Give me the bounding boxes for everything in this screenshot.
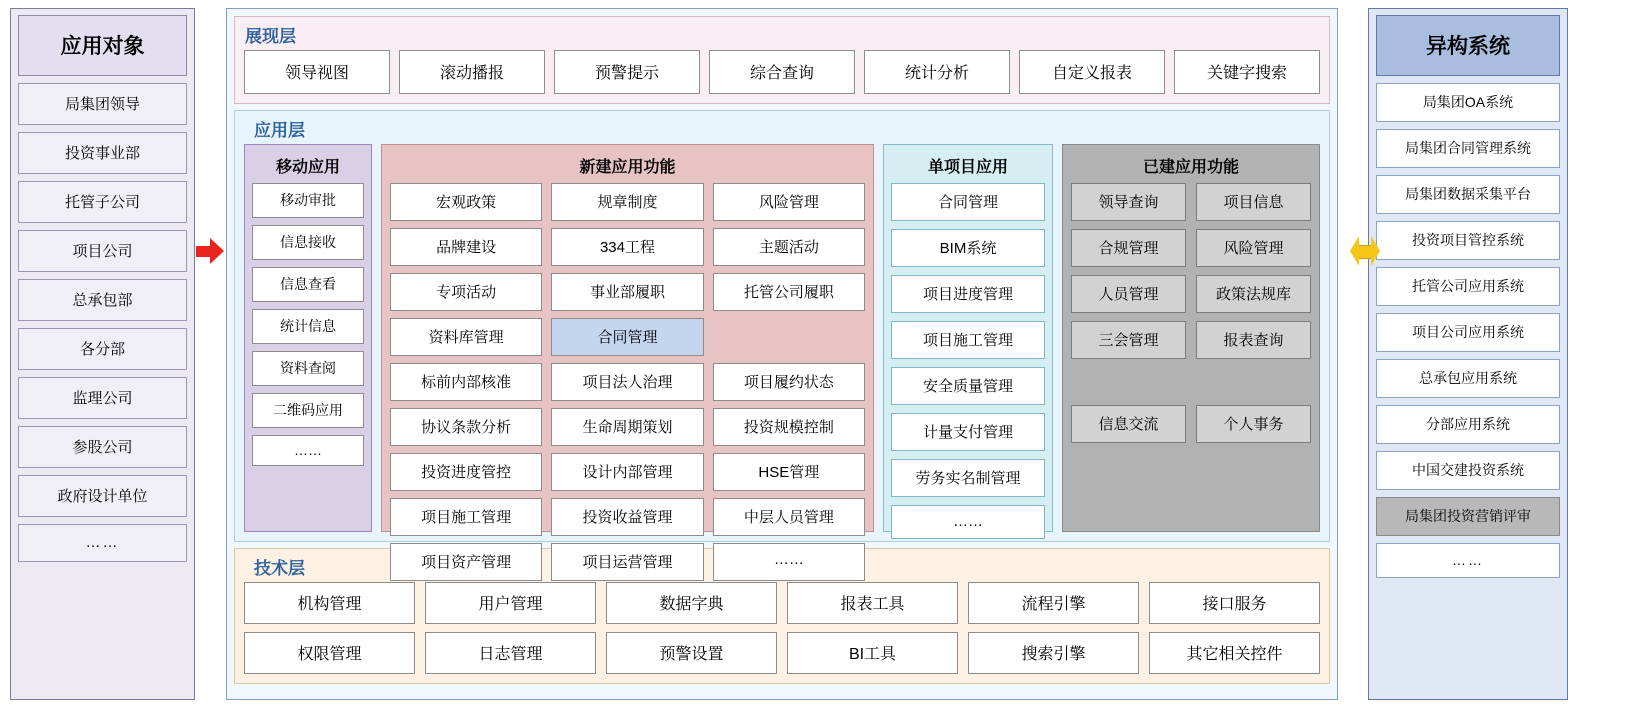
new-functions-title: 新建应用功能 xyxy=(579,159,676,176)
new-function-item[interactable]: 专项活动 xyxy=(390,273,542,311)
mobile-item[interactable]: 移动审批 xyxy=(252,183,364,218)
mobile-item[interactable]: 统计信息 xyxy=(252,309,364,344)
mobile-item[interactable]: 信息查看 xyxy=(252,267,364,302)
technology-item[interactable]: 数据字典 xyxy=(606,582,777,624)
new-function-item[interactable]: 生命周期策划 xyxy=(551,408,703,446)
new-function-item-empty xyxy=(713,318,865,356)
new-function-item[interactable]: 投资进度管控 xyxy=(390,453,542,491)
new-function-item[interactable]: 托管公司履职 xyxy=(713,273,865,311)
technology-item[interactable]: 用户管理 xyxy=(425,582,596,624)
technology-item[interactable]: 日志管理 xyxy=(425,632,596,674)
mobile-item[interactable]: 二维码应用 xyxy=(252,393,364,428)
new-function-item[interactable]: 投资规模控制 xyxy=(713,408,865,446)
presentation-item[interactable]: 统计分析 xyxy=(864,50,1010,94)
list-item[interactable]: 项目公司 xyxy=(18,230,187,272)
presentation-item[interactable]: 关键字搜索 xyxy=(1174,50,1320,94)
built-functions-title: 已建应用功能 xyxy=(1142,159,1239,176)
new-function-item[interactable]: 项目履约状态 xyxy=(713,363,865,401)
list-item-more[interactable]: …… xyxy=(18,524,187,562)
right-arrow-icon xyxy=(196,238,224,264)
heterogeneous-systems-panel xyxy=(1368,8,1568,700)
list-item[interactable]: 各分部 xyxy=(18,328,187,370)
list-item[interactable]: 投资事业部 xyxy=(18,132,187,174)
list-item[interactable]: 政府设计单位 xyxy=(18,475,187,517)
technology-item[interactable]: 权限管理 xyxy=(244,632,415,674)
single-project-item[interactable]: 项目进度管理 xyxy=(891,275,1045,313)
built-function-item[interactable]: 合规管理 xyxy=(1071,229,1186,267)
technology-item[interactable]: 流程引擎 xyxy=(968,582,1139,624)
new-function-item[interactable]: 项目施工管理 xyxy=(390,498,542,536)
list-item[interactable]: 投资项目管控系统 xyxy=(1376,221,1560,260)
new-function-item[interactable]: 334工程 xyxy=(551,228,703,266)
built-function-item[interactable]: 风险管理 xyxy=(1196,229,1311,267)
built-application-functions-group xyxy=(1062,144,1320,532)
technology-item[interactable]: BI工具 xyxy=(787,632,958,674)
built-function-item[interactable]: 政策法规库 xyxy=(1196,275,1311,313)
presentation-layer xyxy=(234,16,1330,104)
new-function-item[interactable]: 设计内部管理 xyxy=(551,453,703,491)
new-function-item[interactable]: 主题活动 xyxy=(713,228,865,266)
list-item[interactable]: 局集团领导 xyxy=(18,83,187,125)
presentation-item[interactable]: 滚动播报 xyxy=(399,50,545,94)
built-function-item[interactable]: 项目信息 xyxy=(1196,183,1311,221)
technology-item[interactable]: 其它相关控件 xyxy=(1149,632,1320,674)
list-item-selected[interactable]: 局集团投资营销评审 xyxy=(1376,497,1560,536)
new-function-item[interactable]: 项目资产管理 xyxy=(390,543,542,581)
single-project-item[interactable]: 劳务实名制管理 xyxy=(891,459,1045,497)
mobile-item[interactable]: 信息接收 xyxy=(252,225,364,260)
new-function-item[interactable]: 规章制度 xyxy=(551,183,703,221)
list-item[interactable]: 总承包应用系统 xyxy=(1376,359,1560,398)
single-project-application-group xyxy=(883,144,1053,532)
mobile-group-title: 移动应用 xyxy=(275,159,340,176)
mobile-application-group xyxy=(244,144,372,532)
single-project-item[interactable]: 计量支付管理 xyxy=(891,413,1045,451)
single-project-item[interactable]: BIM系统 xyxy=(891,229,1045,267)
built-function-item[interactable]: 三会管理 xyxy=(1071,321,1186,359)
single-project-item-more[interactable]: …… xyxy=(891,505,1045,539)
single-project-item[interactable]: 合同管理 xyxy=(891,183,1045,221)
presentation-item[interactable]: 自定义报表 xyxy=(1019,50,1165,94)
technology-item[interactable]: 机构管理 xyxy=(244,582,415,624)
presentation-item[interactable]: 预警提示 xyxy=(554,50,700,94)
new-function-item[interactable]: 项目法人治理 xyxy=(551,363,703,401)
application-objects-panel xyxy=(10,8,195,700)
new-function-item[interactable]: 项目运营管理 xyxy=(551,543,703,581)
application-layer-title: 应用层 xyxy=(254,121,305,140)
new-function-item[interactable]: 品牌建设 xyxy=(390,228,542,266)
platform-architecture-panel xyxy=(226,8,1338,700)
presentation-layer-title: 展现层 xyxy=(245,27,296,46)
list-item[interactable]: 局集团数据采集平台 xyxy=(1376,175,1560,214)
list-item[interactable]: 局集团合同管理系统 xyxy=(1376,129,1560,168)
bidirectional-arrow-icon xyxy=(1350,236,1380,266)
new-function-item[interactable]: 中层人员管理 xyxy=(713,498,865,536)
new-function-item[interactable]: 事业部履职 xyxy=(551,273,703,311)
new-function-item[interactable]: 资料库管理 xyxy=(390,318,542,356)
built-function-item[interactable]: 人员管理 xyxy=(1071,275,1186,313)
new-function-item[interactable]: 风险管理 xyxy=(713,183,865,221)
new-function-item-more[interactable]: …… xyxy=(713,543,865,581)
technology-item[interactable]: 接口服务 xyxy=(1149,582,1320,624)
mobile-item-more[interactable]: …… xyxy=(252,435,364,466)
new-function-item[interactable]: 宏观政策 xyxy=(390,183,542,221)
presentation-item[interactable]: 领导视图 xyxy=(244,50,390,94)
list-item[interactable]: 局集团OA系统 xyxy=(1376,83,1560,122)
built-function-item[interactable]: 个人事务 xyxy=(1196,405,1311,443)
list-item[interactable]: 分部应用系统 xyxy=(1376,405,1560,444)
new-function-item[interactable]: 投资收益管理 xyxy=(551,498,703,536)
new-application-functions-group xyxy=(381,144,874,571)
single-project-item[interactable]: 项目施工管理 xyxy=(891,321,1045,359)
list-item[interactable]: 总承包部 xyxy=(18,279,187,321)
presentation-item[interactable]: 综合查询 xyxy=(709,50,855,94)
mobile-item[interactable]: 资料查阅 xyxy=(252,351,364,386)
new-function-item-selected[interactable]: 合同管理 xyxy=(551,318,703,356)
list-item[interactable]: 参股公司 xyxy=(18,426,187,468)
single-project-title: 单项目应用 xyxy=(927,159,1008,176)
technology-item[interactable]: 搜索引擎 xyxy=(968,632,1139,674)
technology-item[interactable]: 报表工具 xyxy=(787,582,958,624)
built-function-item[interactable]: 信息交流 xyxy=(1071,405,1186,443)
new-function-item[interactable]: 标前内部核准 xyxy=(390,363,542,401)
new-function-item[interactable]: HSE管理 xyxy=(713,453,865,491)
built-function-item[interactable]: 领导查询 xyxy=(1071,183,1186,221)
technology-item[interactable]: 预警设置 xyxy=(606,632,777,674)
list-item[interactable]: 监理公司 xyxy=(18,377,187,419)
technology-layer-title: 技术层 xyxy=(254,559,305,578)
right-panel-title: 异构系统 xyxy=(1376,15,1560,76)
new-function-item[interactable]: 协议条款分析 xyxy=(390,408,542,446)
list-item[interactable]: 托管子公司 xyxy=(18,181,187,223)
built-function-item[interactable]: 报表查询 xyxy=(1196,321,1311,359)
left-panel-title: 应用对象 xyxy=(18,15,187,76)
list-item-more[interactable]: …… xyxy=(1376,543,1560,578)
list-item[interactable]: 中国交建投资系统 xyxy=(1376,451,1560,490)
single-project-item[interactable]: 安全质量管理 xyxy=(891,367,1045,405)
list-item[interactable]: 项目公司应用系统 xyxy=(1376,313,1560,352)
list-item[interactable]: 托管公司应用系统 xyxy=(1376,267,1560,306)
